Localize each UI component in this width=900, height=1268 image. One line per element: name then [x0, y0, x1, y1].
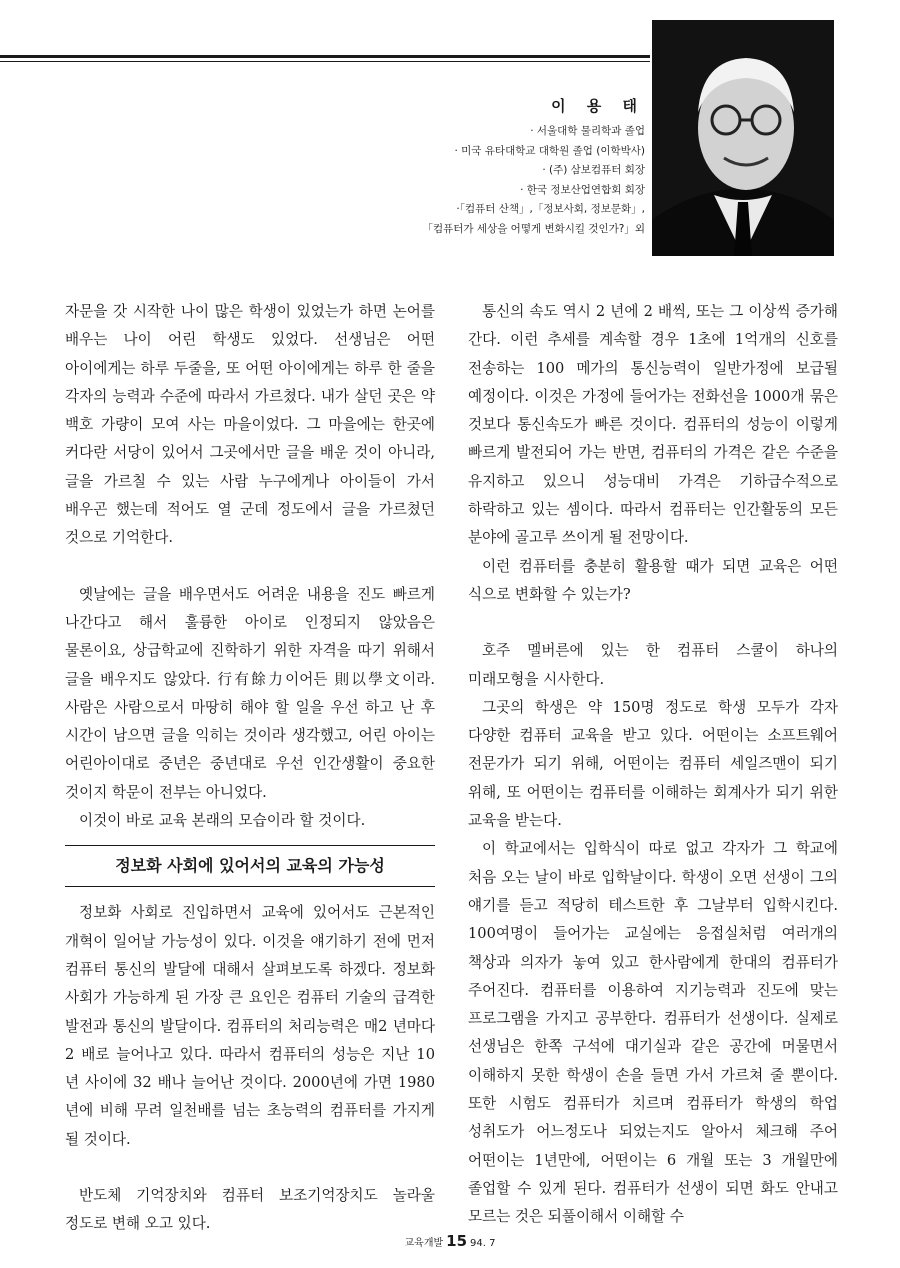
author-bio-line: · 서울대학 물리학과 졸업 [530, 125, 645, 137]
paragraph: 정보화 사회로 진입하면서 교육에 있어서도 근본적인 개혁이 일어날 가능성이 있다. 이것을 얘기하기 전에 먼저 컴퓨터 통신의 발달에 대해서 살펴보도록 하겠다. 정보화 사회가 가능하게 된 가장 큰 요인은 컴퓨터 기술의 급격한 발전과 통신의 발달이다. 컴퓨터의 처리능력은 매2 년마다 2 배로 늘어나고 있다. 따라서 컴퓨터의 성능은 지난 10 년 사이에 32 배나 늘어난 것이다. 2000년에 가면 1980 년에 비해 무려 일천배를 넘는 초능력의 컴퓨터를 가지게 될 것이다. [65, 904, 435, 1148]
author-info [423, 95, 646, 239]
issue-date: 94. 7 [470, 1238, 496, 1249]
author-bio-line: 「컴퓨터가 세상을 어떻게 변화시킬 것인가?」외 [422, 222, 645, 235]
paragraph: 자문을 갓 시작한 나이 많은 학생이 있었는가 하면 논어를 배우는 나이 어린 학생도 있었다. 선생님은 어떤 아이에게는 하루 두줄을, 또 어떤 아이에게는 하루 한 줄을 각자의 능력과 수준에 따라서 가르쳤다. 내가 살던 곳은 약 백호 가량이 모여 사는 마을이었다. 그 마을에는 한곳에 커다란 서당이 있어서 그곳에서만 글을 배운 것이 아니라, 글을 가르칠 수 있는 사람 누구에게나 아이들이 가서 배우곤 했는데 적어도 열 군데 정도에서 글을 가르쳤던 것으로 기억한다. [65, 303, 435, 547]
section-heading: 정보화 사회에 있어서의 교육의 가능성 [65, 845, 435, 887]
author-bio [423, 122, 646, 239]
left-column [65, 298, 435, 1239]
author-bio-line: · 한국 정보산업연합회 회장 [520, 183, 645, 196]
author-photo [652, 20, 834, 256]
paragraph: 호주 멜버른에 있는 한 컴퓨터 스쿨이 하나의 미래모형을 시사한다. [468, 642, 838, 688]
page-number: 15 [446, 1232, 468, 1250]
right-column [468, 298, 838, 1232]
author-bio-line: ·「컴퓨터 산책」,「정보사회, 정보문화」, [456, 203, 645, 215]
paragraph: 이것이 바로 교육 본래의 모습이라 할 것이다. [79, 812, 366, 830]
paragraph: 그곳의 학생은 약 150명 정도로 학생 모두가 각자 다양한 컴퓨터 교육을 받고 있다. 어떤이는 소프트웨어 전문가가 되기 위해, 어떤이는 컴퓨터 세일즈맨이 되기 위해, 또 어떤이는 컴퓨터를 이해하는 회계사가 되기 위한 교육을 받는다. [468, 698, 838, 830]
paragraph: 옛날에는 글을 배우면서도 어려운 내용을 진도 빠르게 나간다고 해서 훌륭한 아이로 인정되지 않았음은 물론이요, 상급학교에 진학하기 위한 자격을 따기 위해서 글을 배우지도 않았다. 行有餘力이어든 則以學文이라. 사람은 사람으로서 마땅히 해야 할 일을 우선 하고 난 후 시간이 남으면 글을 익히는 것이라 생각했고, 어린 아이는 어린아이대로 중년은 중년대로 우선 인간생활이 중요한 것이지 학문이 전부는 아니었다. [65, 585, 435, 801]
top-rule [0, 55, 650, 58]
paragraph: 통신의 속도 역시 2 년에 2 배씩, 또는 그 이상씩 증가해 간다. 이런 추세를 계속할 경우 1초에 1억개의 신호를 전송하는 100 메가의 통신능력이 일반가정에 보급될 예정이다. 이것은 가정에 들어가는 전화선을 1000개 묶은 것보다 통신속도가 빠른 것이다. 컴퓨터의 성능이 이렇게 빠르게 발전되어 가는 반면, 컴퓨터의 가격은 같은 수준을 유지하고 있으니 성능대비 가격은 기하급수적으로 하락하고 있는 셈이다. 따라서 컴퓨터는 인간활동의 모든 분야에 골고루 쓰이게 될 전망이다. [468, 303, 838, 547]
magazine-name: 교육개발 [404, 1238, 444, 1249]
paragraph: 이 학교에서는 입학식이 따로 없고 각자가 그 학교에 처음 오는 날이 바로 입학날이다. 학생이 오면 선생이 그의 얘기를 듣고 적당히 테스트한 후 그날부터 입학시킨다. 100여명이 들어가는 교실에는 응접실처럼 여러개의 책상과 의자가 놓여 있고 한사람에게 한대의 컴퓨터가 주어진다. 컴퓨터를 이용하여 지기능력과 진도에 맞는 프로그램을 가지고 공부한다. 컴퓨터가 선생이다. 실제로 선생님은 한쪽 구석에 대기실과 같은 공간에 머물면서 이해하지 못한 학생이 손을 들면 가서 가르쳐 줄 뿐이다. 또한 시험도 컴퓨터가 치르며 컴퓨터가 학생의 학업 성취도가 어느정도나 되었는지도 알아서 체크해 주어 어떤이는 1년만에, 어떤이는 6 개월 또는 3 개월만에 졸업할 수 있게 된다. 컴퓨터가 선생이 되면 화도 안내고 모르는 것은 되풀이해서 이해할 수 [468, 840, 838, 1226]
author-bio-line: · 미국 유타대학교 대학원 졸업 (이학박사) [454, 144, 645, 157]
author-name: 이 용 태 [551, 97, 645, 115]
paragraph: 이런 컴퓨터를 충분히 활용할 때가 되면 교육은 어떤 식으로 변화할 수 있는가? [468, 557, 838, 603]
paragraph: 반도체 기억장치와 컴퓨터 보조기억장치도 놀라울 정도로 변해 오고 있다. [65, 1187, 435, 1233]
top-rule-thin [0, 61, 650, 62]
page-footer [0, 1232, 900, 1250]
author-bio-line: · (주) 삼보컴퓨터 회장 [542, 164, 645, 176]
